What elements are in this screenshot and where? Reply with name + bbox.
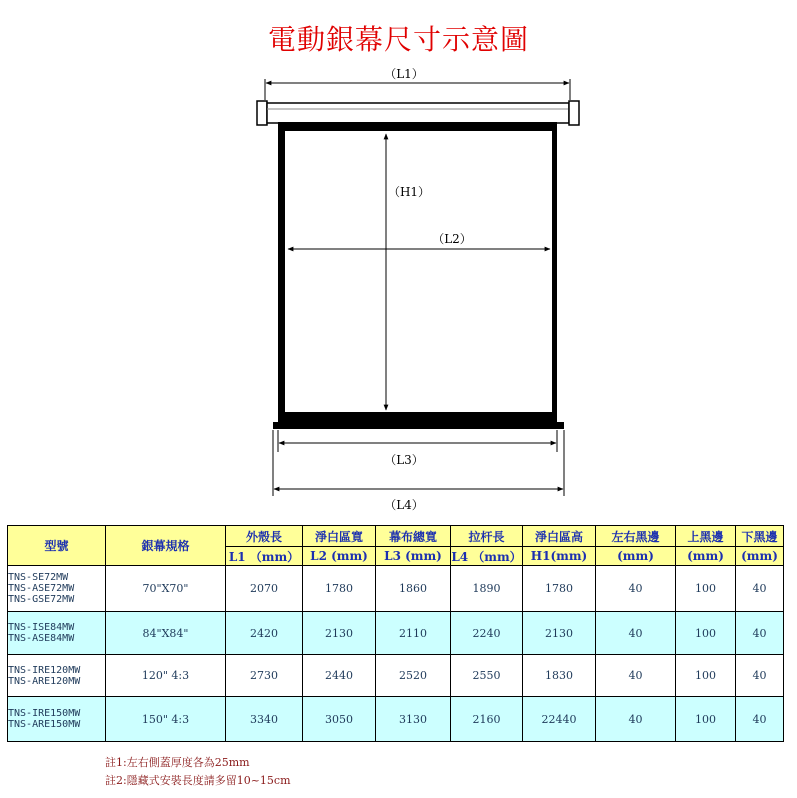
header-l4-unit: L4 （mm） — [451, 547, 523, 566]
l1-cell: 3340 — [226, 697, 303, 742]
l4-cell: 1890 — [451, 566, 523, 612]
model-name: TNS-ARE120MW — [8, 675, 81, 687]
header-upper-unit: (mm) — [676, 547, 736, 566]
model-cell — [8, 697, 106, 742]
side-cell: 40 — [596, 612, 676, 655]
l1-cell: 2730 — [226, 655, 303, 697]
model-name: TNS-IRE150MW — [8, 708, 81, 719]
bottom-bar — [273, 422, 564, 429]
header-l2: 淨白區寬 — [303, 526, 376, 547]
header-model: 型號 — [8, 526, 106, 566]
side-cell: 40 — [596, 655, 676, 697]
header-side-unit: (mm) — [596, 547, 676, 566]
table-row — [8, 655, 784, 697]
header-l3-unit: L3 (mm) — [376, 547, 451, 566]
header-lower-unit: (mm) — [736, 547, 784, 566]
l4-dimension — [273, 430, 564, 512]
lower-cell: 40 — [736, 697, 784, 742]
l4-cell: 2240 — [451, 612, 523, 655]
h1-cell: 2130 — [523, 612, 596, 655]
header-l2-unit: L2 (mm) — [303, 547, 376, 566]
l3-cell: 2520 — [376, 655, 451, 697]
screen-fabric — [278, 122, 557, 424]
l2-cell: 1780 — [303, 566, 376, 612]
upper-cell: 100 — [676, 697, 736, 742]
l4-label: （L4） — [384, 498, 424, 512]
model-name: TNS-ISE84MW — [8, 622, 75, 633]
side-cell: 40 — [596, 697, 676, 742]
l2-cell: 2130 — [303, 612, 376, 655]
header-upper-border: 上黑邊 — [676, 526, 736, 547]
page-title: 電動銀幕尺寸示意圖 — [267, 23, 529, 56]
l1-cell: 2070 — [226, 566, 303, 612]
l4-cell: 2550 — [451, 655, 523, 697]
spec-cell: 70"X70" — [106, 566, 226, 612]
h1-cell: 1780 — [523, 566, 596, 612]
header-l1-unit: L1 （mm） — [226, 547, 303, 566]
l1-label: （L1） — [384, 67, 424, 81]
table-row — [8, 566, 784, 612]
model-name: TNS-ARE150MW — [8, 719, 81, 730]
header-l4: 拉杆長 — [451, 526, 523, 547]
l2-label: （L2） — [432, 232, 472, 246]
l2-cell: 3050 — [303, 697, 376, 742]
upper-cell: 100 — [676, 655, 736, 697]
l1-dimension — [265, 65, 570, 100]
l3-cell: 1860 — [376, 566, 451, 612]
table-row — [8, 697, 784, 742]
header-l1: 外殼長 — [226, 526, 303, 547]
header-lower-border: 下黑邊 — [736, 526, 784, 547]
header-side-border: 左右黑邊 — [596, 526, 676, 547]
h1-label: （H1） — [387, 185, 431, 199]
notes — [105, 754, 291, 790]
note-1: 註1:左右側蓋厚度各為25mm — [105, 756, 250, 769]
l3-label: （L3） — [384, 453, 424, 467]
model-name: TNS-SE72MW — [8, 572, 69, 583]
note-2: 註2:隱藏式安裝長度請多留10~15cm — [105, 774, 291, 787]
lower-cell: 40 — [736, 566, 784, 612]
table-row — [8, 612, 784, 655]
lower-cell: 40 — [736, 612, 784, 655]
model-cell — [8, 566, 106, 612]
l1-cell: 2420 — [226, 612, 303, 655]
header-h1: 淨白區高 — [523, 526, 596, 547]
l3-dimension — [278, 430, 557, 467]
spec-cell: 120" 4:3 — [106, 655, 226, 697]
l4-cell: 2160 — [451, 697, 523, 742]
l3-cell: 2110 — [376, 612, 451, 655]
upper-cell: 100 — [676, 566, 736, 612]
spec-cell: 150" 4:3 — [106, 697, 226, 742]
model-cell — [8, 655, 106, 697]
model-cell — [8, 612, 106, 655]
model-name: TNS-IRE120MW — [8, 664, 81, 676]
header-spec: 銀幕規格 — [106, 526, 226, 566]
upper-cell: 100 — [676, 612, 736, 655]
lower-cell: 40 — [736, 655, 784, 697]
model-name: TNS-ASE84MW — [8, 633, 75, 644]
spec-table — [7, 525, 784, 742]
h1-cell: 1830 — [523, 655, 596, 697]
l2-cell: 2440 — [303, 655, 376, 697]
model-name: TNS-ASE72MW — [8, 583, 75, 594]
h1-cell: 22440 — [523, 697, 596, 742]
model-name: TNS-GSE72MW — [8, 594, 75, 605]
spec-cell: 84"X84" — [106, 612, 226, 655]
side-cell: 40 — [596, 566, 676, 612]
l3-cell: 3130 — [376, 697, 451, 742]
screen-housing — [257, 101, 579, 125]
header-h1-unit: H1(mm) — [523, 547, 596, 566]
header-l3: 幕布總寬 — [376, 526, 451, 547]
